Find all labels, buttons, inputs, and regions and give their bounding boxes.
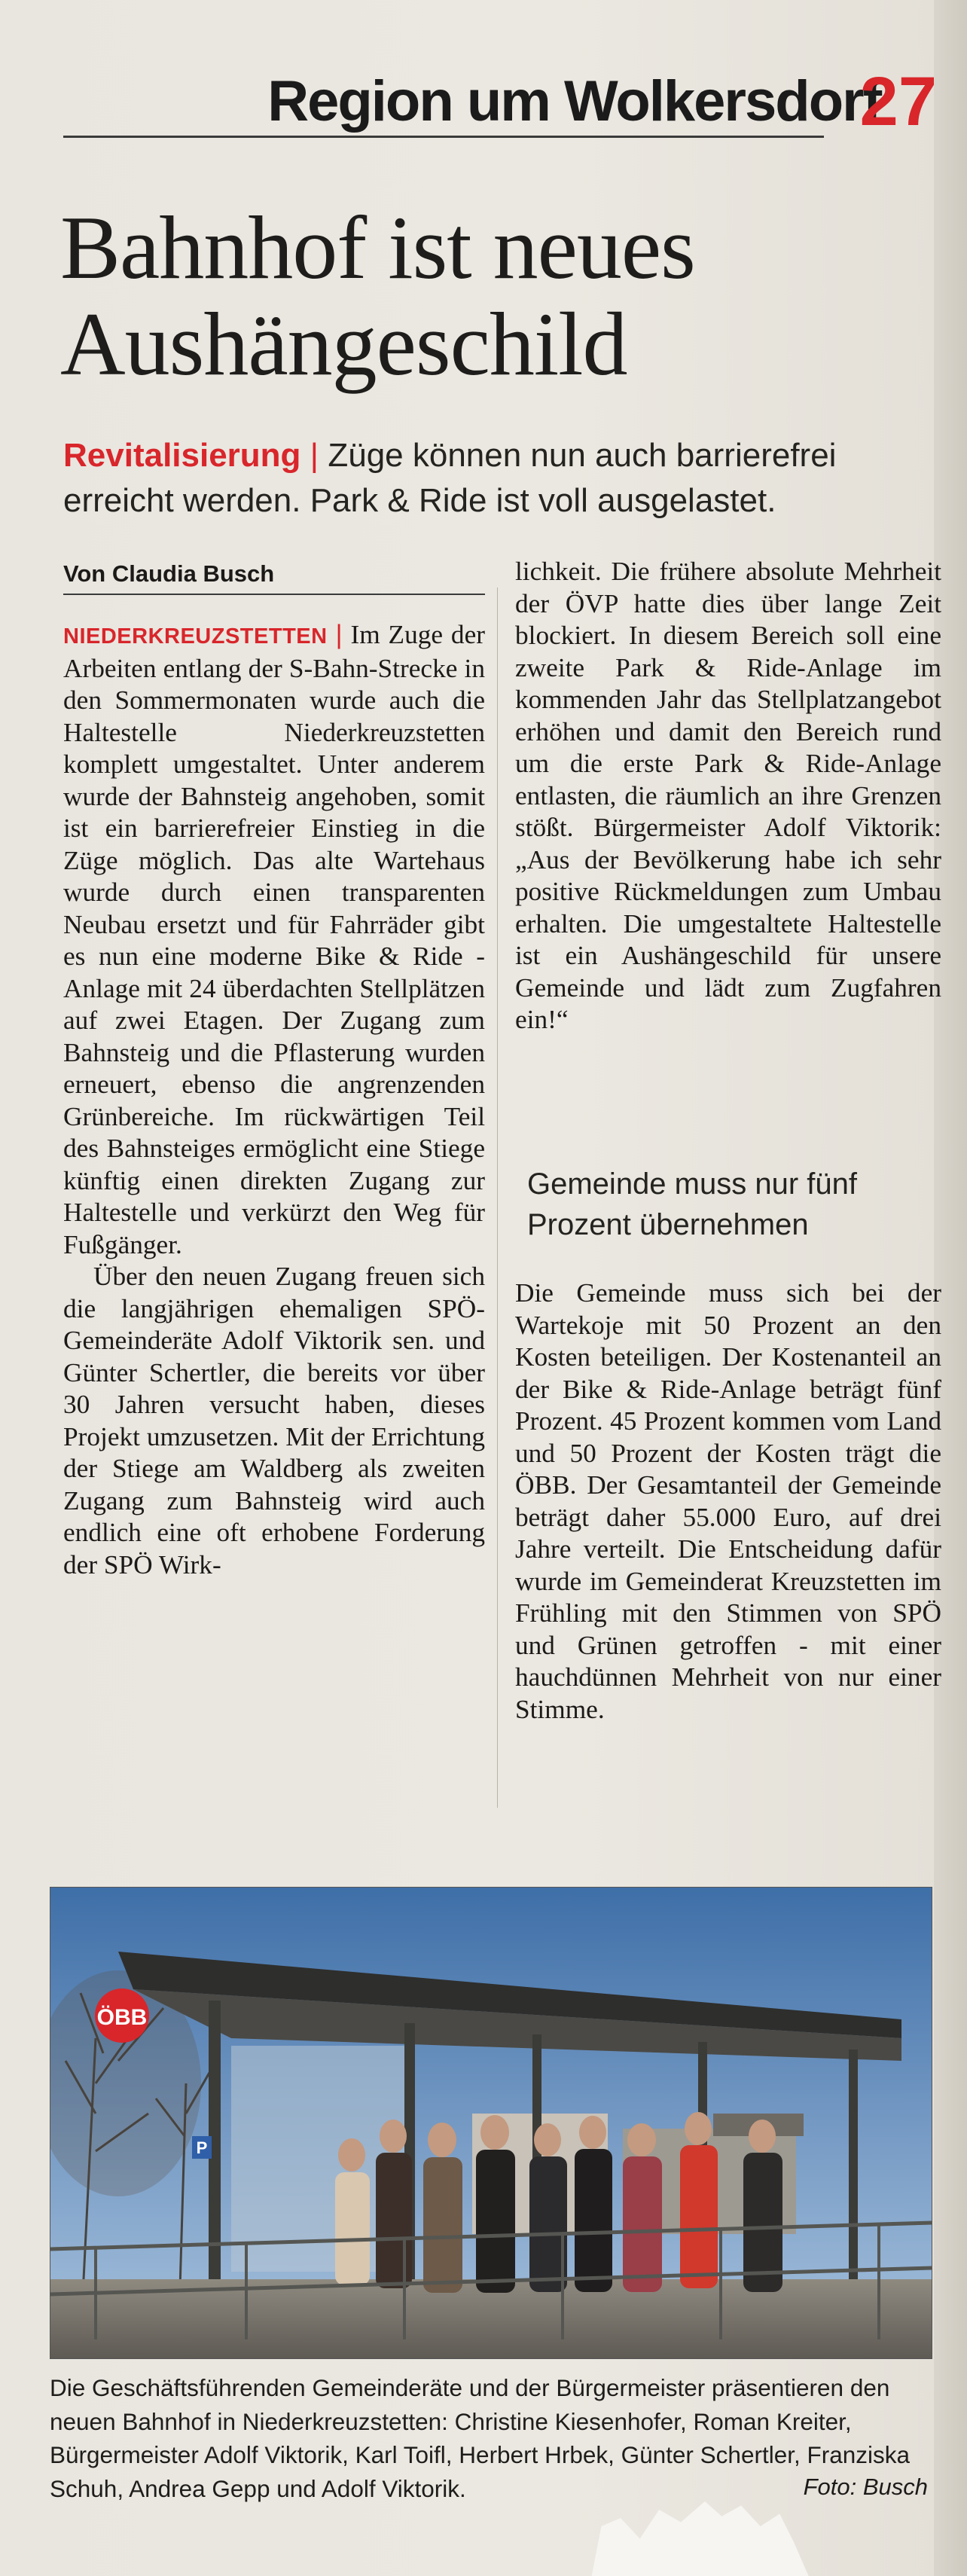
headline-line-2: Aushängeschild [60, 294, 627, 394]
article-paragraph-3: lichkeit. Die frühere absolute Mehrheit der ÖVP hatte dies über lange Zeit blockiert. In diesem Bereich soll eine zweite Park & Ride-Anlage im kommenden Jahr das Stellplatzangebot erhöhen und damit den Bereich rund um die erste Park & Ride-Anlage entlasten, die räumlich an ihre Grenzen stößt. Bürgermeister Adolf Viktorik: „Aus der Bevölkerung habe ich sehr positive Rückmeldungen zum Umbau erhalten. Die umgestaltete Haltestelle ist ein Aushängeschild für unsere Gemeinde und lädt zum Zugfahren ein!“ [515, 557, 941, 1034]
header-rule [63, 136, 824, 138]
page-number: 27 [859, 63, 937, 140]
article-column-left [63, 619, 485, 1581]
headline-line-1: Bahnhof ist neues [60, 197, 695, 298]
paragraph-1-text: Im Zuge der Arbeiten entlang der S-Bahn-Strecke in den Sommermonaten wurde auch die Haltestelle Niederkreuzstetten komplett umgestaltet. Unter anderem wurde der Bahnsteig angehoben, somit ist ein barrierefreier Einstieg in die Züge möglich. Das alte Wartehaus wurde durch einen transparenten Neubau ersetzt und für Fahrräder gibt es nun eine moderne Bike & Ride - Anlage mit 24 überdachten Stellplätzen auf zwei Etagen. Der Zugang zum Bahnsteig und die Pflasterung wurden erneuert, ebenso die angrenzenden Grünbereiche. Im rückwärtigen Teil des Bahnsteiges ermöglicht eine Stiege künftig einen direkten Zugang zur Haltestelle und verkürzt den Weg für Fußgänger. [63, 620, 485, 1259]
photo-credit: Foto: Busch [803, 2474, 928, 2500]
obb-sign-text: ÖBB [96, 2005, 148, 2030]
subhead-kicker: Revitalisierung [63, 437, 301, 474]
article-paragraph-4: Die Gemeinde muss sich bei der Wartekoje mit 50 Prozent an den Kosten beteiligen. Der Kostenanteil an der Bike & Ride-Anlage beträgt fünf Prozent. 45 Prozent kommen vom Land und 50 Prozent der Kosten trägt die ÖBB. Der Gesamtanteil der Gemeinde beträgt daher 55.000 Euro, auf drei Jahre verteilt. Die Entscheidung dafür wurde im Gemeinderat Kreuzstetten im Frühling mit den Stimmen von SPÖ und Grünen getroffen - mit einer hauchdünnen Mehrheit von nur einer Stimme. [515, 1278, 941, 1724]
column-divider [497, 588, 498, 1808]
article-paragraph-1 [63, 619, 485, 1261]
headline [60, 197, 934, 394]
dateline: NIEDERKREUZSTETTEN [63, 624, 328, 649]
section-header [63, 60, 937, 145]
parking-sign-text: P [196, 2138, 208, 2157]
article-column-right-top [515, 556, 941, 1036]
station-photo [50, 1887, 932, 2359]
subhead-separator: | [310, 437, 319, 474]
subheadline [63, 433, 929, 523]
subhead-text: Züge können nun auch barrierefrei erreicht werden. Park & Ride ist voll ausgelastet. [63, 437, 837, 519]
dateline-separator: | [335, 620, 343, 649]
author-byline: Von Claudia Busch [63, 557, 485, 595]
photo-caption: Die Geschäftsführenden Gemeinderäte und der Bürgermeister präsentieren den neuen Bahnhof in Niederkreuzstetten: Christine Kiesenhofer, Roman Kreiter, Bürgermeister Adolf Viktorik, Karl Toifl, Herbert Hrbek, Günter Schertler, Franziska Schuh, Andrea Gepp und Adolf Viktorik. [50, 2374, 911, 2502]
station-photo-illustration [50, 1888, 932, 2358]
article-column-right-bottom [515, 1277, 941, 1726]
article-paragraph-2: Über den neuen Zugang freuen sich die langjährigen ehemaligen SPÖ-Gemeinderäte Adolf Viktorik sen. und Günter Schertler, die bereits vor über 30 Jahren versucht haben, dieses Projekt umzusetzen. Mit der Errichtung der Stiege am Waldberg als zweiten Zugang zum Bahnsteig wird auch endlich eine oft erhobene Forderung der SPÖ Wirk- [63, 1262, 485, 1579]
section-title: Region um Wolkersdorf [267, 69, 880, 133]
interheadline: Gemeinde muss nur fünf Prozent übernehmen [527, 1167, 857, 1241]
